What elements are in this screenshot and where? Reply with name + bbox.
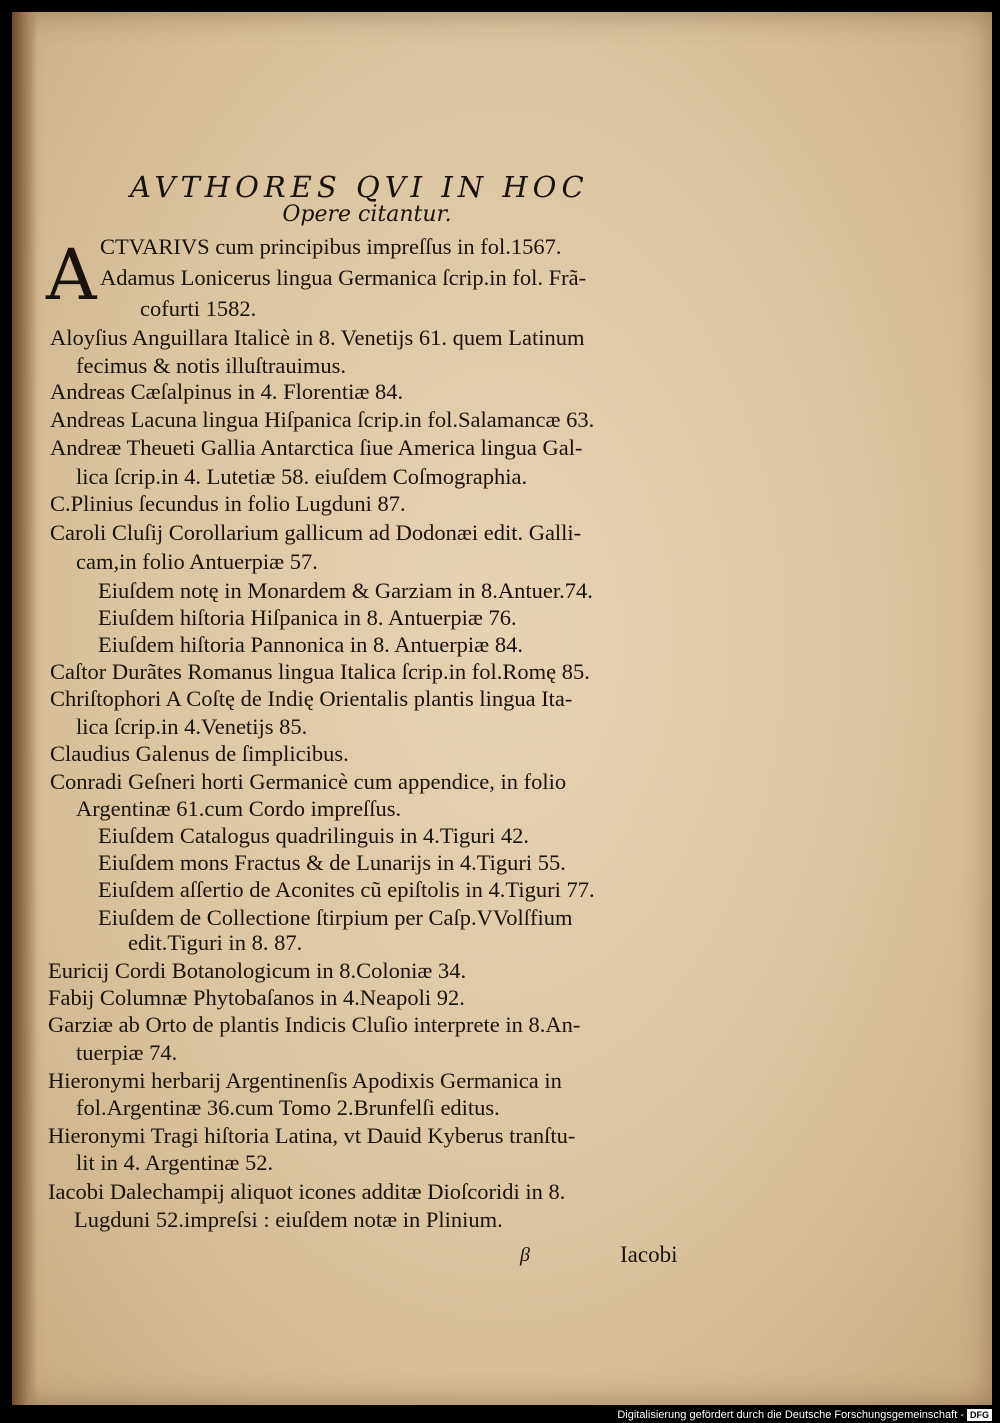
text-line: Iacobi Dalechampij aliquot icones additæ Dioſcoridi in 8. <box>48 1179 566 1204</box>
text-line: Eiuſdem notę in Monardem & Garziam in 8.Antuer.74. <box>98 578 593 603</box>
page-subtitle: Opere citantur. <box>282 202 452 227</box>
text-line: Argentinæ 61.cum Cordo impreſſus. <box>76 796 402 821</box>
text-line: cam,in folio Antuerpiæ 57. <box>76 549 318 574</box>
text-line: Conradi Geſneri horti Germanicè cum appendice, in folio <box>50 769 567 794</box>
text-line: Andreæ Theueti Gallia Antarctica ſiue America lingua Gal- <box>50 435 583 460</box>
text-line: Hieronymi Tragi hiſtoria Latina, vt Dauid Kyberus tranſtu- <box>48 1123 576 1148</box>
signature-mark: β <box>520 1244 530 1266</box>
text-line: lica ſcrip.in 4. Lutetiæ 58. eiuſdem Coſmographia. <box>76 464 528 489</box>
text-line: Andreas Cæſalpinus in 4. Florentiæ 84. <box>50 379 404 404</box>
digitization-credit <box>617 1409 992 1421</box>
text-line: Chriſtophori A Coſtę de Indię Orientalis plantis lingua Ita- <box>50 686 573 711</box>
text-line: tuerpiæ 74. <box>76 1040 178 1065</box>
text-line: Lugduni 52.impreſsi : eiuſdem notæ in Plinium. <box>74 1207 503 1232</box>
text-line: Adamus Lonicerus lingua Germanica ſcrip.in fol. Frã- <box>100 265 587 290</box>
text-line: cofurti 1582. <box>140 296 257 321</box>
text-line: edit.Tiguri in 8. 87. <box>128 930 303 955</box>
text-line: fecimus & notis illuſtrauimus. <box>76 353 346 378</box>
text-line: Caſtor Durãtes Romanus lingua Italica ſcrip.in fol.Romę 85. <box>50 659 590 684</box>
text-line: Claudius Galenus de ſimplicibus. <box>50 741 349 766</box>
text-line: Eiuſdem Catalogus quadrilinguis in 4.Tiguri 42. <box>98 823 530 848</box>
text-line: Garziæ ab Orto de plantis Indicis Cluſio interprete in 8.An- <box>48 1012 581 1037</box>
drop-cap: A <box>46 234 97 316</box>
page-title: AVTHORES QVI IN HOC <box>130 170 589 204</box>
text-line: Euricij Cordi Botanologicum in 8.Coloniæ 34. <box>48 958 467 983</box>
text-line: C.Plinius ſecundus in folio Lugduni 87. <box>50 491 406 516</box>
credit-text: Digitalisierung gefördert durch die Deutsche Forschungsgemeinschaft - <box>617 1409 964 1421</box>
text-line: Eiuſdem hiſtoria Pannonica in 8. Antuerpiæ 84. <box>98 632 523 657</box>
text-line: Hieronymi herbarij Argentinenſis Apodixis Germanica in <box>48 1068 562 1093</box>
text-line: Andreas Lacuna lingua Hiſpanica ſcrip.in fol.Salamancæ 63. <box>50 407 595 432</box>
dfg-logo: DFG <box>967 1409 992 1421</box>
text-line: Fabij Columnæ Phytobaſanos in 4.Neapoli 92. <box>48 985 465 1010</box>
text-line: CTVARIVS cum principibus impreſſus in fol.1567. <box>100 234 562 259</box>
catchword: Iacobi <box>620 1242 678 1267</box>
text-line: Eiuſdem mons Fractus & de Lunarijs in 4.Tiguri 55. <box>98 850 566 875</box>
text-line: Eiuſdem hiſtoria Hiſpanica in 8. Antuerpiæ 76. <box>98 605 517 630</box>
text-line: Eiuſdem aſſertio de Aconites cũ epiſtolis in 4.Tiguri 77. <box>98 877 595 902</box>
book-page <box>12 12 992 1405</box>
text-line: fol.Argentinæ 36.cum Tomo 2.Brunfelſi editus. <box>76 1095 500 1120</box>
text-line: Caroli Cluſij Corollarium gallicum ad Dodonæi edit. Galli- <box>50 520 582 545</box>
text-line: Eiuſdem de Collectione ſtirpium per Caſp.VVolſfium <box>98 905 573 930</box>
text-line: lit in 4. Argentinæ 52. <box>76 1150 274 1175</box>
text-line: Aloyſius Anguillara Italicè in 8. Venetijs 61. quem Latinum <box>50 325 585 350</box>
text-line: lica ſcrip.in 4.Venetijs 85. <box>76 714 308 739</box>
